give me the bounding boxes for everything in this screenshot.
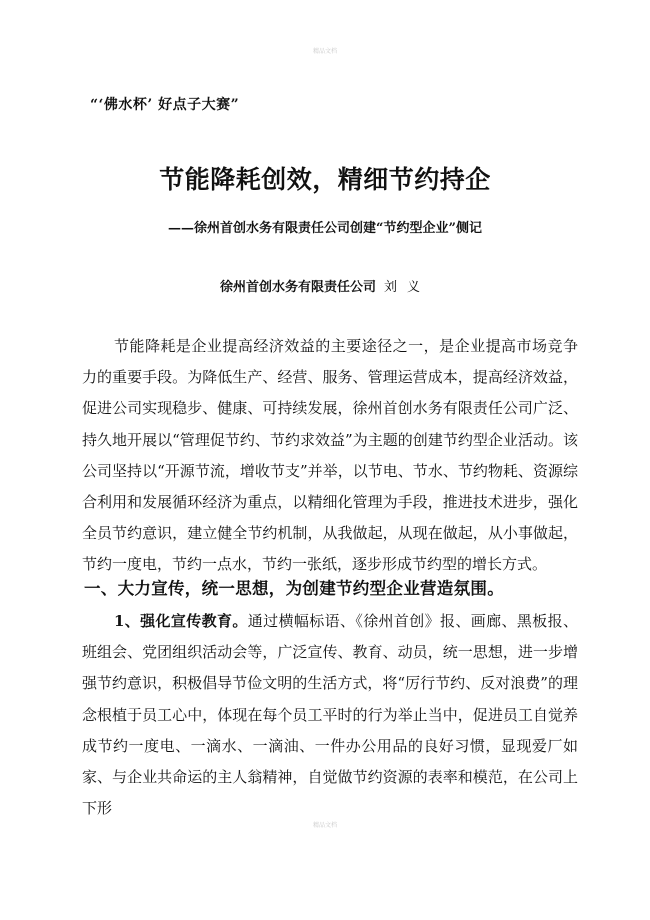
article-subtitle: ——徐州首创水务有限责任公司创建“节约型企业”侧记: [168, 221, 482, 236]
article-title: 节能降耗创效，精细节约持企: [159, 165, 491, 194]
contest-title: “‘佛水杯’ 好点子大赛”: [90, 97, 240, 113]
byline-organization: 徐州首创水务有限责任公司: [219, 280, 376, 295]
byline: [0, 276, 650, 295]
paragraph-2-text: 通过横幅标语、《徐州首创》报、画廊、黑板报、班组会、党团组织活动会等，广泛宣传、教育、动员，统一思想，进一步增强节约意识，积极倡导节俭文明的生活方式，将“厉行节约、反对浪费”的理念根植于员工心中，体现在每个员工平时的行为举止当中，促进员工自觉养成节约一度电、一滴水、一滴油、一件办公用品的良好习惯，显现爱厂如家、与企业共命运的主人翁精神，自觉做节约资源的表率和模范，在公司上下形: [82, 612, 578, 818]
watermark-top: 精品文档: [312, 48, 337, 55]
body-paragraph-2: [82, 606, 578, 824]
byline-author: 刘义: [384, 280, 431, 295]
watermark-bottom: 精品文档: [312, 822, 337, 829]
section-heading-1: 一、大力宣传，统一思想，为创建节约型企业营造氛围。: [84, 579, 504, 598]
paragraph-2-lead: 1、强化宣传教育。: [114, 612, 248, 630]
body-paragraph-1: 节能降耗是企业提高经济效益的主要途径之一，是企业提高市场竞争力的重要手段。为降低生产、经营、服务、管理运营成本，提高经济效益，促进公司实现稳步、健康、可持续发展，徐州首创水务有限责任公司广泛、持久地开展以“管理促节约、节约求效益”为主题的创建节约型企业活动。该公司坚持以“开源节流，增收节支”并举，以节电、节水、节约物耗、资源综合利用和发展循环经济为重点，以精细化管理为手段，推进技术进步，强化全员节约意识，建立健全节约机制，从我做起，从现在做起，从小事做起，节约一度电，节约一点水，节约一张纸，逐步形成节约型的增长方式。: [82, 337, 578, 574]
